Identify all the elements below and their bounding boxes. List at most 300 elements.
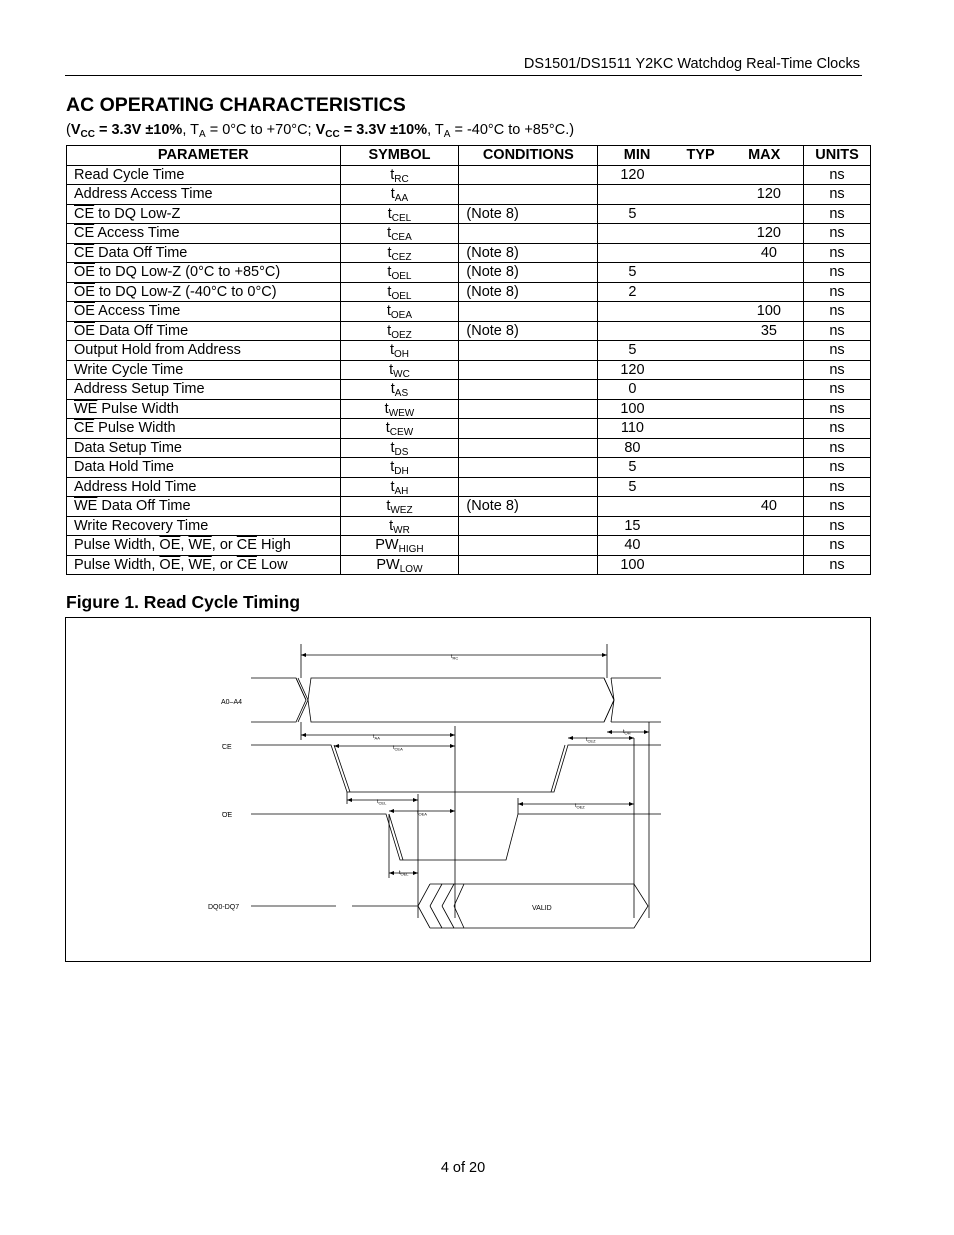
arrowhead bbox=[301, 733, 306, 737]
cond-vcc2-sub: CC bbox=[325, 129, 340, 140]
symbol-sub: HIGH bbox=[398, 544, 424, 556]
cell-symbol bbox=[340, 497, 459, 517]
cell-units: ns bbox=[804, 516, 871, 536]
cell-conditions: (Note 8) bbox=[459, 321, 598, 341]
cell-parameter bbox=[67, 536, 341, 556]
parameter-text: Pulse Width, $\overline{OE}$, $\overline{WE}$, or $\overline{CE}$ High bbox=[74, 537, 291, 554]
cell-typ bbox=[667, 166, 735, 184]
cell-max bbox=[735, 166, 803, 184]
symbol-sub: OEA bbox=[390, 310, 413, 322]
cell-min-typ-max bbox=[598, 477, 804, 497]
cell-min: 80 bbox=[624, 439, 641, 456]
symbol-main: t bbox=[390, 478, 395, 495]
header-max: MAX bbox=[748, 147, 781, 164]
tcel-t: t bbox=[377, 799, 379, 805]
parameter-overline-signal: $\overline{CE}$ bbox=[74, 420, 95, 437]
tcel-sub: CEL bbox=[378, 800, 387, 806]
arrowhead bbox=[389, 809, 394, 813]
arrowhead bbox=[518, 802, 523, 806]
table-row bbox=[67, 341, 871, 361]
cell-min: 120 bbox=[620, 166, 645, 183]
address-bus-upper-2 bbox=[298, 678, 308, 722]
table-row bbox=[67, 263, 871, 283]
cell-max: 40 bbox=[760, 498, 777, 515]
ce-waveform-2 bbox=[334, 745, 565, 792]
arrowhead bbox=[629, 802, 634, 806]
cell-max bbox=[735, 536, 803, 554]
parameter-text: Address Access Time bbox=[74, 186, 213, 203]
cell-units: ns bbox=[804, 419, 871, 439]
cell-typ bbox=[667, 517, 735, 535]
cell-parameter bbox=[67, 243, 341, 263]
cell-min-typ-max bbox=[598, 536, 804, 556]
cond-open: ( bbox=[66, 122, 71, 138]
header-min-typ-max bbox=[598, 146, 804, 166]
symbol-sub: CEL bbox=[391, 212, 412, 224]
symbol-sub: DS bbox=[394, 446, 409, 458]
cell-min: 120 bbox=[620, 361, 645, 378]
timing-label-toea bbox=[417, 810, 427, 817]
cell-min: 5 bbox=[628, 264, 637, 281]
cell-conditions bbox=[459, 536, 598, 556]
toel-t: t bbox=[399, 870, 401, 876]
arrowhead bbox=[450, 809, 455, 813]
parameter-overline-signal: $\overline{WE}$ bbox=[74, 400, 98, 417]
cell-min-typ-max bbox=[598, 224, 804, 244]
cell-units: ns bbox=[804, 321, 871, 341]
parameter-text: Pulse Width bbox=[94, 420, 176, 437]
cell-min bbox=[598, 302, 666, 320]
symbol-sub: OEZ bbox=[391, 329, 412, 341]
cell-symbol bbox=[340, 516, 459, 536]
cond-ta2-sub: A bbox=[443, 129, 451, 140]
symbol-sub: WR bbox=[393, 524, 410, 536]
cell-parameter bbox=[67, 224, 341, 244]
symbol-main: t bbox=[384, 400, 389, 417]
oe-waveform bbox=[251, 811, 661, 860]
parameter-text: Data Off Time bbox=[97, 498, 191, 515]
cell-parameter bbox=[67, 438, 341, 458]
cell-symbol bbox=[340, 263, 459, 283]
symbol-sub: WEZ bbox=[390, 505, 413, 517]
cell-units: ns bbox=[804, 302, 871, 322]
cell-units: ns bbox=[804, 243, 871, 263]
trc-sub: RC bbox=[452, 655, 459, 661]
tcez-sub: CEZ bbox=[587, 738, 596, 744]
cell-min bbox=[598, 244, 666, 262]
symbol-main: t bbox=[390, 439, 395, 456]
cell-parameter bbox=[67, 516, 341, 536]
table-row bbox=[67, 185, 871, 205]
toea-sub: OEA bbox=[418, 811, 427, 817]
table-row bbox=[67, 516, 871, 536]
cell-conditions bbox=[459, 380, 598, 400]
signal-label-oe: OE bbox=[222, 812, 233, 819]
cell-max bbox=[735, 380, 803, 398]
taa-sub: AA bbox=[374, 735, 380, 741]
cell-symbol bbox=[340, 477, 459, 497]
symbol-sub: OEL bbox=[391, 271, 412, 283]
cell-units: ns bbox=[804, 399, 871, 419]
symbol-sub: OH bbox=[393, 349, 409, 361]
cell-min: 100 bbox=[620, 556, 645, 573]
header-units: UNITS bbox=[804, 146, 871, 166]
arrowhead bbox=[450, 744, 455, 748]
cell-units: ns bbox=[804, 438, 871, 458]
cell-symbol bbox=[340, 380, 459, 400]
arrowhead bbox=[389, 871, 394, 875]
figure-title: Figure 1. Read Cycle Timing bbox=[66, 592, 301, 612]
cell-min bbox=[598, 497, 666, 515]
cell-max: 35 bbox=[760, 322, 777, 339]
address-valid-region bbox=[308, 678, 614, 722]
symbol-main: t bbox=[387, 322, 392, 339]
cell-min-typ-max bbox=[598, 380, 804, 400]
cell-symbol bbox=[340, 185, 459, 205]
cell-units: ns bbox=[804, 536, 871, 556]
cell-symbol bbox=[340, 165, 459, 185]
toez-t: t bbox=[575, 803, 577, 809]
dq-transition-2 bbox=[430, 884, 442, 928]
table-row bbox=[67, 399, 871, 419]
cell-parameter bbox=[67, 165, 341, 185]
table-row bbox=[67, 282, 871, 302]
parameter-text: Access Time bbox=[94, 225, 180, 242]
dq-transition-1 bbox=[418, 884, 430, 928]
parameter-overline-signal: $\overline{OE}$ bbox=[74, 303, 95, 320]
arrowhead bbox=[413, 871, 418, 875]
signal-label-ce: CE bbox=[222, 744, 232, 751]
cell-symbol bbox=[340, 360, 459, 380]
cell-conditions: (Note 8) bbox=[459, 243, 598, 263]
table-row bbox=[67, 477, 871, 497]
cell-typ bbox=[667, 419, 735, 437]
cell-min: 5 bbox=[628, 342, 637, 359]
cell-parameter bbox=[67, 399, 341, 419]
header-rule bbox=[65, 75, 862, 76]
cell-min bbox=[598, 185, 666, 203]
cond-ta1: , T bbox=[182, 122, 199, 138]
parameter-text: Data Off Time bbox=[94, 322, 189, 339]
arrowheads bbox=[301, 653, 649, 875]
cell-max bbox=[735, 205, 803, 223]
symbol-sub: WEW bbox=[388, 407, 415, 419]
table-header-row bbox=[67, 146, 871, 166]
symbol-sub: CEZ bbox=[391, 251, 412, 263]
timing-label-tcel bbox=[377, 799, 387, 806]
arrowhead bbox=[602, 653, 607, 657]
symbol-main: t bbox=[390, 186, 395, 203]
parameter-overline-signal: $\overline{CE}$ bbox=[74, 225, 95, 242]
cell-max bbox=[735, 400, 803, 418]
cell-parameter bbox=[67, 458, 341, 478]
cell-max bbox=[735, 478, 803, 496]
cell-conditions bbox=[459, 302, 598, 322]
cond-vcc2: V bbox=[315, 122, 326, 138]
cell-min-typ-max bbox=[598, 185, 804, 205]
symbol-main: t bbox=[387, 264, 392, 281]
tcea-sub: CEA bbox=[394, 746, 403, 752]
parameter-text: Data Hold Time bbox=[74, 459, 174, 476]
symbol-main: t bbox=[387, 244, 392, 261]
cell-symbol bbox=[340, 282, 459, 302]
symbol-main: t bbox=[386, 498, 391, 515]
cell-min: 5 bbox=[628, 205, 637, 222]
parameter-text: to DQ Low-Z bbox=[94, 205, 181, 222]
arrowhead bbox=[607, 730, 612, 734]
section-title: AC OPERATING CHARACTERISTICS bbox=[66, 94, 406, 116]
cell-min-typ-max bbox=[598, 165, 804, 185]
cell-typ bbox=[667, 185, 735, 203]
dq-transition-3 bbox=[442, 884, 454, 928]
arrowhead bbox=[301, 653, 306, 657]
table-row bbox=[67, 360, 871, 380]
timing-label-toel bbox=[399, 870, 409, 877]
cond-ta2: , T bbox=[427, 122, 444, 138]
signal-label-address: A0–A4 bbox=[221, 699, 243, 706]
table-row bbox=[67, 380, 871, 400]
cell-max bbox=[735, 419, 803, 437]
cell-min-typ-max bbox=[598, 204, 804, 224]
parameter-text: to DQ Low-Z (0°C to +85°C) bbox=[94, 264, 281, 281]
cell-min bbox=[598, 224, 666, 242]
cell-min-typ-max bbox=[598, 458, 804, 478]
arrowhead bbox=[629, 736, 634, 740]
cell-parameter bbox=[67, 263, 341, 283]
cell-typ bbox=[667, 478, 735, 496]
parameter-text: Address Hold Time bbox=[74, 478, 197, 495]
cell-typ bbox=[667, 302, 735, 320]
timing-label-tcea bbox=[393, 745, 403, 752]
page-number: 4 of 20 bbox=[440, 1160, 486, 1176]
cell-units: ns bbox=[804, 165, 871, 185]
parameter-text: Access Time bbox=[94, 303, 181, 320]
cell-units: ns bbox=[804, 341, 871, 361]
cell-parameter bbox=[67, 185, 341, 205]
cell-conditions bbox=[459, 341, 598, 361]
cell-units: ns bbox=[804, 458, 871, 478]
arrowhead bbox=[347, 798, 352, 802]
arrowhead bbox=[450, 733, 455, 737]
cell-parameter bbox=[67, 497, 341, 517]
cell-conditions bbox=[459, 438, 598, 458]
arrowhead bbox=[568, 736, 573, 740]
symbol-main: t bbox=[390, 459, 395, 476]
symbol-sub: AS bbox=[394, 388, 409, 400]
cell-min: 5 bbox=[628, 478, 637, 495]
cell-units: ns bbox=[804, 263, 871, 283]
ce-waveform bbox=[251, 745, 661, 792]
cell-max bbox=[735, 517, 803, 535]
parameter-overline-signal: $\overline{CE}$ bbox=[74, 244, 95, 261]
cell-units: ns bbox=[804, 497, 871, 517]
symbol-main: t bbox=[389, 517, 394, 534]
cell-min-typ-max bbox=[598, 438, 804, 458]
symbol-main: t bbox=[387, 205, 392, 222]
cell-conditions: (Note 8) bbox=[459, 263, 598, 283]
cell-units: ns bbox=[804, 360, 871, 380]
parameter-text: Address Setup Time bbox=[74, 381, 205, 398]
parameter-text: to DQ Low-Z (-40°C to 0°C) bbox=[94, 283, 277, 300]
parameter-overline-signal: $\overline{OE}$ bbox=[74, 322, 95, 339]
trc-t: t bbox=[451, 654, 453, 660]
header-symbol: SYMBOL bbox=[340, 146, 459, 166]
table-row bbox=[67, 555, 871, 575]
cell-min: 15 bbox=[624, 517, 641, 534]
cell-units: ns bbox=[804, 477, 871, 497]
cell-units: ns bbox=[804, 224, 871, 244]
cell-parameter bbox=[67, 380, 341, 400]
cond-ta1-value: = 0°C to +70°C; bbox=[205, 122, 316, 138]
cond-vcc1: V bbox=[70, 122, 81, 138]
tcez-t: t bbox=[586, 737, 588, 743]
parameter-text: Write Recovery Time bbox=[74, 517, 209, 534]
cell-typ bbox=[667, 556, 735, 574]
cell-max bbox=[735, 283, 803, 301]
cell-conditions bbox=[459, 165, 598, 185]
cell-symbol bbox=[340, 321, 459, 341]
operating-conditions bbox=[66, 122, 574, 138]
table-body bbox=[67, 165, 871, 575]
cell-typ bbox=[667, 205, 735, 223]
cell-units: ns bbox=[804, 380, 871, 400]
table-row bbox=[67, 224, 871, 244]
address-waveform bbox=[251, 678, 306, 722]
table-row bbox=[67, 458, 871, 478]
cell-conditions bbox=[459, 360, 598, 380]
cell-parameter bbox=[67, 302, 341, 322]
cell-parameter bbox=[67, 321, 341, 341]
symbol-main: t bbox=[387, 225, 392, 242]
cell-min: 110 bbox=[620, 420, 644, 437]
parameter-text: Data Off Time bbox=[94, 244, 188, 261]
arrowhead bbox=[644, 730, 649, 734]
symbol-sub: AA bbox=[394, 193, 409, 205]
symbol-sub: WC bbox=[393, 368, 410, 380]
cell-symbol bbox=[340, 204, 459, 224]
cell-parameter bbox=[67, 555, 341, 575]
parameter-text: Pulse Width bbox=[97, 400, 179, 417]
timing-label-toez bbox=[575, 803, 585, 810]
cell-min-typ-max bbox=[598, 243, 804, 263]
cell-parameter bbox=[67, 419, 341, 439]
symbol-sub: DH bbox=[394, 466, 409, 478]
cell-parameter bbox=[67, 360, 341, 380]
cell-min: 40 bbox=[624, 537, 641, 554]
table-row bbox=[67, 302, 871, 322]
address-next-cycle bbox=[604, 678, 661, 722]
cell-max: 120 bbox=[756, 186, 781, 203]
address-bus-upper bbox=[296, 678, 306, 700]
toea-t: t bbox=[417, 810, 419, 816]
dq-transition-4 bbox=[454, 884, 464, 928]
symbol-main: t bbox=[385, 420, 390, 437]
cell-conditions bbox=[459, 555, 598, 575]
cell-typ bbox=[667, 322, 735, 340]
header-conditions: CONDITIONS bbox=[459, 146, 598, 166]
cell-conditions bbox=[459, 185, 598, 205]
cell-symbol bbox=[340, 458, 459, 478]
parameter-text: Read Cycle Time bbox=[74, 166, 185, 183]
signal-label-dq: DQ0-DQ7 bbox=[208, 904, 240, 911]
cell-typ bbox=[667, 263, 735, 281]
cell-typ bbox=[667, 458, 735, 476]
cell-max bbox=[735, 556, 803, 574]
table-row bbox=[67, 321, 871, 341]
symbol-main: PW bbox=[375, 537, 399, 554]
parameter-overline-signal: $\overline{OE}$ bbox=[74, 264, 95, 281]
symbol-main: t bbox=[390, 381, 395, 398]
cell-min-typ-max bbox=[598, 419, 804, 439]
table-row bbox=[67, 497, 871, 517]
cell-max: 120 bbox=[756, 225, 781, 242]
cell-min: 2 bbox=[628, 283, 637, 300]
cell-typ bbox=[667, 341, 735, 359]
cell-symbol bbox=[340, 224, 459, 244]
cell-typ bbox=[667, 283, 735, 301]
cell-min-typ-max bbox=[598, 321, 804, 341]
cell-units: ns bbox=[804, 185, 871, 205]
symbol-sub: OEL bbox=[391, 290, 412, 302]
symbol-sub: AH bbox=[394, 485, 409, 497]
table-row bbox=[67, 243, 871, 263]
header-min: MIN bbox=[623, 147, 651, 164]
cond-vcc1-value: = 3.3V ±10% bbox=[94, 122, 183, 138]
cell-max bbox=[735, 361, 803, 379]
cell-conditions: (Note 8) bbox=[459, 204, 598, 224]
cell-units: ns bbox=[804, 204, 871, 224]
cell-min-typ-max bbox=[598, 516, 804, 536]
table-row bbox=[67, 204, 871, 224]
symbol-sub: CEW bbox=[389, 427, 414, 439]
cell-min-typ-max bbox=[598, 399, 804, 419]
cell-conditions bbox=[459, 458, 598, 478]
cell-symbol bbox=[340, 341, 459, 361]
cell-min-typ-max bbox=[598, 360, 804, 380]
cell-symbol bbox=[340, 302, 459, 322]
cell-max bbox=[735, 458, 803, 476]
cell-max bbox=[735, 439, 803, 457]
cell-units: ns bbox=[804, 282, 871, 302]
cell-conditions bbox=[459, 399, 598, 419]
ac-characteristics-table bbox=[66, 145, 871, 575]
cell-min-typ-max bbox=[598, 341, 804, 361]
cond-ta2-value: = -40°C to +85°C.) bbox=[450, 122, 575, 138]
symbol-main: t bbox=[387, 283, 392, 300]
parameter-overline-signal: $\overline{WE}$ bbox=[74, 498, 98, 515]
document-header-title: DS1501/DS1511 Y2KC Watchdog Real-Time Clocks bbox=[523, 56, 860, 72]
table-row bbox=[67, 438, 871, 458]
cell-max bbox=[735, 341, 803, 359]
cond-vcc2-value: = 3.3V ±10% bbox=[339, 122, 428, 138]
cell-max: 40 bbox=[760, 244, 777, 261]
parameter-text: Data Setup Time bbox=[74, 439, 182, 456]
cell-symbol bbox=[340, 438, 459, 458]
symbol-main: t bbox=[386, 303, 391, 320]
header-parameter: PARAMETER bbox=[67, 146, 341, 166]
parameter-text: Write Cycle Time bbox=[74, 361, 184, 378]
cell-min: 0 bbox=[628, 381, 637, 398]
cell-conditions bbox=[459, 419, 598, 439]
cell-typ bbox=[667, 224, 735, 242]
cell-parameter bbox=[67, 282, 341, 302]
cell-typ bbox=[667, 400, 735, 418]
cell-conditions: (Note 8) bbox=[459, 497, 598, 517]
cell-typ bbox=[667, 244, 735, 262]
cell-parameter bbox=[67, 204, 341, 224]
cell-symbol bbox=[340, 419, 459, 439]
cell-parameter bbox=[67, 477, 341, 497]
